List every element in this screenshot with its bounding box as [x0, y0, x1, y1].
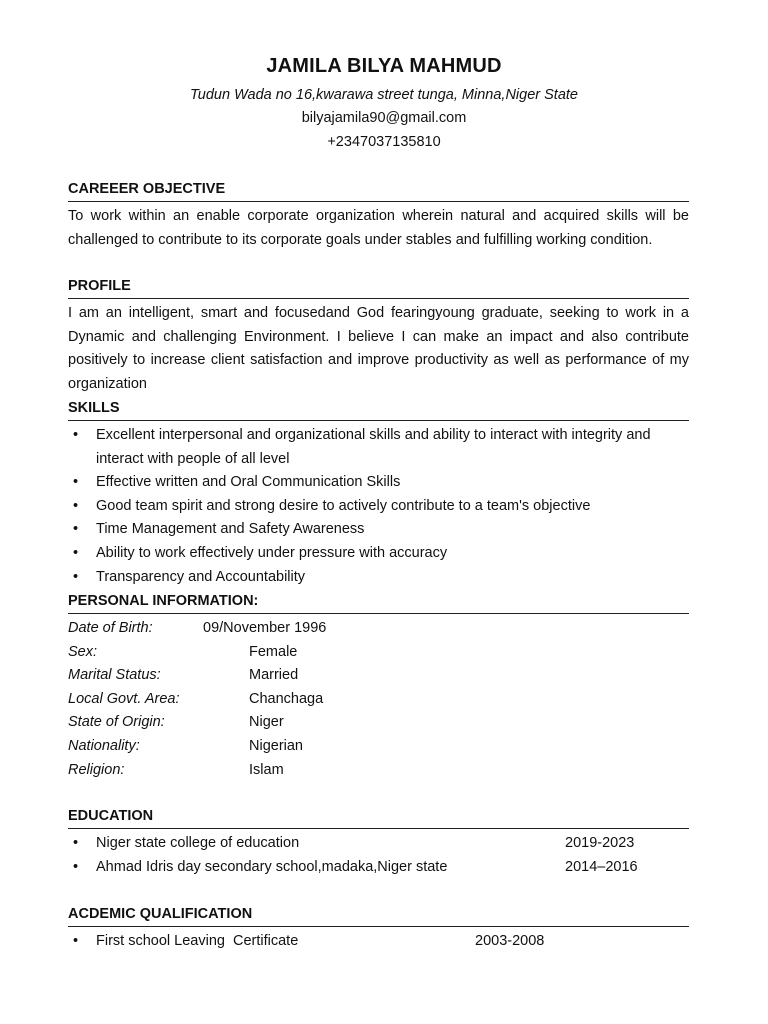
- objective-heading: CAREEER OBJECTIVE: [68, 180, 689, 202]
- school-name: Ahmad Idris day secondary school,madaka,Niger state: [96, 858, 448, 875]
- school-name: Niger state college of education: [96, 835, 300, 851]
- skills-section: [68, 399, 689, 589]
- bullet: •: [73, 544, 79, 561]
- skill-item: [68, 542, 689, 566]
- address: Tudun Wada no 16,kwarawa street tunga, Minna,Niger State: [190, 87, 578, 103]
- info-value: 09/November 1996: [203, 620, 327, 636]
- objective-section: [68, 180, 689, 252]
- bullet: •: [73, 521, 79, 538]
- skill-item: [68, 495, 689, 519]
- skill-text: Effective written and Oral Communication Skills: [96, 474, 401, 491]
- skill-text: Time Management and Safety Awareness: [96, 521, 365, 538]
- qualification-list: [68, 930, 689, 954]
- info-value: Chanchaga: [249, 690, 324, 707]
- qualification-title: First school Leaving Certificate: [96, 933, 299, 949]
- qualification-section: [68, 905, 689, 954]
- education-years: 2019-2023: [565, 835, 635, 851]
- info-label: Date of Birth:: [68, 620, 153, 636]
- skill-item: [68, 566, 689, 590]
- info-value: Islam: [249, 761, 284, 778]
- info-value: Female: [249, 643, 298, 660]
- bullet: •: [73, 474, 79, 491]
- info-label: Sex:: [68, 643, 98, 660]
- profile-section: [68, 277, 689, 397]
- skill-item: [68, 518, 689, 542]
- bullet: •: [73, 427, 79, 443]
- info-label: Local Govt. Area:: [68, 690, 180, 707]
- qualification-years: 2003-2008: [475, 933, 545, 949]
- info-row-dob: [68, 617, 689, 641]
- objective-text: To work within an enable corporate organization wherein natural and acquired skills will be challenged to contribute to its corporate goals under stables and fulfilling working condition.: [68, 208, 689, 248]
- qualification-heading: ACDEMIC QUALIFICATION: [68, 905, 689, 927]
- education-section: [68, 807, 689, 879]
- info-label: State of Origin:: [68, 714, 165, 731]
- info-row-state: [68, 711, 689, 735]
- skill-text: Good team spirit and strong desire to actively contribute to a team's objective: [96, 497, 591, 514]
- profile-heading: PROFILE: [68, 277, 689, 299]
- personal-section: [68, 592, 689, 782]
- skill-item: [68, 471, 689, 495]
- education-heading: EDUCATION: [68, 807, 689, 829]
- skill-item: [68, 424, 689, 471]
- bullet: •: [73, 858, 79, 875]
- info-row-nationality: [68, 735, 689, 759]
- personal-table: [68, 617, 689, 782]
- personal-heading: PERSONAL INFORMATION:: [68, 592, 689, 614]
- education-item: [68, 856, 689, 880]
- bullet: •: [73, 835, 79, 851]
- info-label: Marital Status:: [68, 667, 161, 684]
- bullet: •: [73, 497, 79, 514]
- phone: +2347037135810: [327, 134, 441, 150]
- skills-list: [68, 424, 689, 589]
- candidate-name: JAMILA BILYA MAHMUD: [266, 55, 502, 77]
- education-item: [68, 832, 689, 856]
- info-row-lga: [68, 688, 689, 712]
- info-row-sex: [68, 641, 689, 665]
- qualification-item: [68, 930, 689, 954]
- info-value: Married: [249, 667, 299, 684]
- profile-text: I am an intelligent, smart and focusedand God fearingyoung graduate, seeking to work in a Dynamic and challenging Environment. I believe I can make an impact and also contribute positively to increase client satisfaction and improve productivity as well as performance of my organization: [68, 305, 689, 393]
- info-value: Niger: [249, 714, 284, 731]
- bullet: •: [73, 933, 79, 949]
- info-label: Nationality:: [68, 737, 140, 754]
- skill-text: Excellent interpersonal and organizational skills and ability to interact with integrity and interact with people of all level: [96, 427, 651, 467]
- info-value: Nigerian: [249, 737, 303, 754]
- bullet: •: [73, 568, 79, 585]
- info-label: Religion:: [68, 761, 125, 778]
- education-list: [68, 832, 689, 879]
- email: bilyajamila90@gmail.com: [301, 110, 467, 126]
- skill-text: Transparency and Accountability: [96, 568, 306, 585]
- skills-heading: SKILLS: [68, 399, 689, 421]
- info-row-marital: [68, 664, 689, 688]
- education-years: 2014–2016: [565, 858, 638, 875]
- info-row-religion: [68, 759, 689, 783]
- skill-text: Ability to work effectively under pressure with accuracy: [96, 544, 448, 561]
